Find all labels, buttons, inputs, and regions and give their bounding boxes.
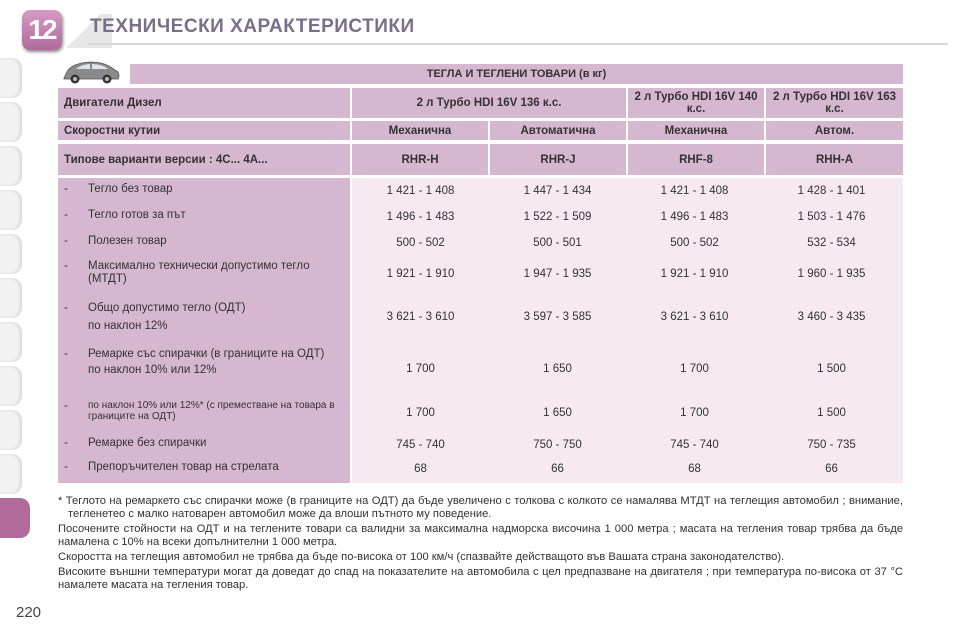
note-paragraph: Високите външни температури могат да доведат до спад на показателите на автомобила с цел предпазване на двигателя ; при температура по-висока от 37 °C намалете масата на тегления товар. xyxy=(58,566,903,591)
page-number: 220 xyxy=(16,604,42,621)
row-value: 1 947 - 1 935 xyxy=(523,268,592,280)
chapter-tab[interactable] xyxy=(0,146,22,186)
header-cell: RHR-H xyxy=(352,144,488,175)
header-cell: 2 л Турбо HDI 16V 136 к.с. xyxy=(352,88,626,118)
row-value: 1 700 xyxy=(680,363,709,375)
chapter-tab-active[interactable] xyxy=(0,498,30,538)
chapter-tab[interactable] xyxy=(0,322,22,362)
row-value: 532 - 534 xyxy=(807,237,856,249)
row-value: 66 xyxy=(551,463,564,475)
row-label: Максимално технически допустимо тегло (МТДТ) xyxy=(88,260,310,285)
chapter-tab[interactable] xyxy=(0,366,22,406)
header-cell: 2 л Турбо HDI 16V 140 к.с. xyxy=(628,88,764,118)
row-value: 1 500 xyxy=(817,363,846,375)
chapter-tabs xyxy=(0,58,26,618)
header-cell: RHR-J xyxy=(490,144,626,175)
header-cell: Механична xyxy=(628,121,764,140)
row-dash: - xyxy=(64,400,68,412)
table-header-variants xyxy=(58,144,903,175)
row-value: 1 447 - 1 434 xyxy=(523,185,592,197)
chapter-tab[interactable] xyxy=(0,278,22,318)
notes-section xyxy=(58,495,903,594)
footnote: * Теглото на ремаркето със спирачки може (в границите на ОДТ) да бъде увеличено с толкова с колкото се намалява МТДТ на теглещия автомобил ; внимание, тегленетео с малко натоварен автомобил може да влоши пътното му поведение. xyxy=(58,495,903,520)
row-value: 3 460 - 3 435 xyxy=(797,311,866,323)
row-value: 500 - 502 xyxy=(396,237,445,249)
table-row xyxy=(58,235,903,251)
row-label: Тегло готов за път xyxy=(88,209,186,221)
row-dash: - xyxy=(64,260,68,272)
row-value: 68 xyxy=(688,463,701,475)
header-cell: RHF-8 xyxy=(628,144,764,175)
row-value: 1 421 - 1 408 xyxy=(660,185,729,197)
row-value: 66 xyxy=(825,463,838,475)
car-icon xyxy=(60,58,122,86)
row-value: 750 - 735 xyxy=(807,439,856,451)
row-value: 1 500 xyxy=(817,407,846,419)
table-row xyxy=(58,260,903,288)
chapter-badge: 12 xyxy=(22,10,62,50)
row-value: 1 700 xyxy=(406,407,435,419)
header-cell: 2 л Турбо HDI 16V 163 к.с. xyxy=(766,88,903,118)
row-value: 1 650 xyxy=(543,363,572,375)
row-dash: - xyxy=(64,461,68,473)
row-value: 1 503 - 1 476 xyxy=(797,211,866,223)
row-value: 1 921 - 1 910 xyxy=(660,268,729,280)
row-value: 500 - 501 xyxy=(533,237,582,249)
row-dash: - xyxy=(64,302,68,314)
row-dash: - xyxy=(64,437,68,449)
row-value: 745 - 740 xyxy=(396,439,445,451)
chapter-tab[interactable] xyxy=(0,234,22,274)
row-value: 1 496 - 1 483 xyxy=(386,211,455,223)
row-value: 3 621 - 3 610 xyxy=(660,311,729,323)
row-value: 1 428 - 1 401 xyxy=(797,185,866,197)
header-label: Двигатели Дизел xyxy=(58,88,350,118)
table-row xyxy=(58,183,903,199)
row-label: Полезен товар xyxy=(88,235,167,247)
table-title: ТЕГЛА И ТЕГЛЕНИ ТОВАРИ (в кг) xyxy=(130,64,903,84)
row-value: 3 597 - 3 585 xyxy=(523,311,592,323)
row-value: 1 496 - 1 483 xyxy=(660,211,729,223)
header-cell: Автом. xyxy=(766,121,903,140)
table-row xyxy=(58,209,903,225)
chapter-tab[interactable] xyxy=(0,102,22,142)
row-label: Ремарке без спирачки xyxy=(88,437,207,449)
row-value: 1 700 xyxy=(680,407,709,419)
row-value: 500 - 502 xyxy=(670,237,719,249)
row-dash: - xyxy=(64,183,68,195)
row-value: 1 522 - 1 509 xyxy=(523,211,592,223)
chapter-tab[interactable] xyxy=(0,190,22,230)
row-value: 745 - 740 xyxy=(670,439,719,451)
table-row xyxy=(58,302,903,332)
row-label: по наклон 10% или 12%* (с преместване на товара в границите на ОДТ) xyxy=(88,400,335,422)
row-value: 3 621 - 3 610 xyxy=(386,311,455,323)
title-divider xyxy=(88,43,948,45)
note-paragraph: Посочените стойности на ОДТ и на теглените товари са валидни за максимална надморска височина 1 000 метра ; масата на тегления товар трябва да бъде намалена с 10% на всеки допълнителни 1 000 метра. xyxy=(58,523,903,548)
header-label: Скоростни кутии xyxy=(58,121,350,140)
row-sublabel: по наклон 12% xyxy=(88,320,168,332)
row-label: Ремарке със спирачки (в границите на ОДТ) xyxy=(88,348,325,360)
row-dash: - xyxy=(64,235,68,247)
note-paragraph: Скоростта на теглещия автомобил не трябва да бъде по-висока от 100 км/ч (спазвайте действащото във Вашата страна законодателство). xyxy=(58,551,785,563)
table-header-gearboxes xyxy=(58,121,903,140)
row-value: 750 - 750 xyxy=(533,439,582,451)
row-dash: - xyxy=(64,348,68,360)
table-row xyxy=(58,348,903,390)
header-cell: Механична xyxy=(352,121,488,140)
chapter-tab[interactable] xyxy=(0,58,22,98)
row-value: 1 921 - 1 910 xyxy=(386,268,455,280)
chapter-tab[interactable] xyxy=(0,410,22,450)
row-value: 68 xyxy=(414,463,427,475)
row-value: 1 960 - 1 935 xyxy=(797,268,866,280)
row-value: 1 421 - 1 408 xyxy=(386,185,455,197)
header-cell: RHH-A xyxy=(766,144,903,175)
row-value: 1 700 xyxy=(406,363,435,375)
row-value: 1 650 xyxy=(543,407,572,419)
header-label: Типове варианти версии : 4C... 4A... xyxy=(58,144,350,175)
chapter-tab[interactable] xyxy=(0,454,22,494)
row-label: Общо допустимо тегло (ОДТ) xyxy=(88,302,246,314)
header-cell: Автоматична xyxy=(490,121,626,140)
table-row xyxy=(58,437,903,453)
row-label: Препоръчителен товар на стрелата xyxy=(88,461,279,473)
row-sublabel: по наклон 10% или 12% xyxy=(88,364,217,376)
page-title: ТЕХНИЧЕСКИ ХАРАКТЕРИСТИКИ xyxy=(90,16,415,37)
row-label: Тегло без товар xyxy=(88,183,173,195)
row-dash: - xyxy=(64,209,68,221)
table-row xyxy=(58,461,903,477)
table-header-engines xyxy=(58,88,903,118)
table-row xyxy=(58,400,903,426)
